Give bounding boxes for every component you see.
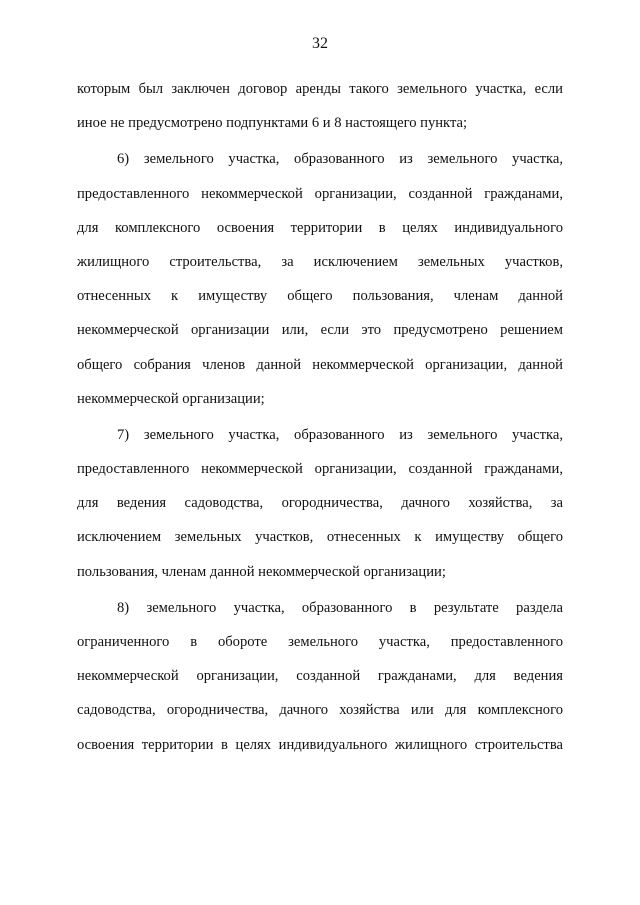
text-line: иное не предусмотрено подпунктами 6 и 8 настоящего пункта; bbox=[77, 115, 468, 132]
text-line: 7) земельного участка, образованного из земельного участка, bbox=[117, 426, 563, 443]
paragraph-item-6 bbox=[77, 142, 563, 416]
document-body bbox=[77, 72, 563, 762]
text-line: для ведения садоводства, огородничества, дачного хозяйства, за bbox=[77, 495, 563, 512]
text-line: пользования, членам данной некоммерческой организации; bbox=[77, 563, 446, 580]
paragraph-continuation bbox=[77, 72, 563, 140]
text-line: отнесенных к имуществу общего пользования, членам данной bbox=[77, 288, 563, 305]
paragraph-item-8 bbox=[77, 591, 563, 762]
paragraph-item-7 bbox=[77, 418, 563, 589]
text-line: исключением земельных участков, отнесенных к имуществу общего bbox=[77, 529, 563, 546]
text-line: освоения территории в целях индивидуального жилищного строительства bbox=[77, 736, 563, 753]
text-line: предоставленного некоммерческой организации, созданной гражданами, bbox=[77, 185, 563, 202]
page-number: 32 bbox=[312, 35, 328, 52]
text-line: ограниченного в обороте земельного участка, предоставленного bbox=[77, 634, 563, 650]
text-line: общего собрания членов данной некоммерческой организации, данной bbox=[77, 356, 563, 373]
text-line: предоставленного некоммерческой организации, созданной гражданами, bbox=[77, 461, 563, 478]
text-line: для комплексного освоения территории в целях индивидуального bbox=[77, 219, 563, 236]
text-line: 6) земельного участка, образованного из земельного участка, bbox=[117, 151, 563, 168]
text-line: жилищного строительства, за исключением земельных участков, bbox=[77, 253, 563, 270]
text-line: садоводства, огородничества, дачного хозяйства или для комплексного bbox=[77, 702, 563, 719]
text-line: некоммерческой организации или, если это предусмотрено решением bbox=[77, 322, 563, 339]
text-line: которым был заключен договор аренды такого земельного участка, если bbox=[77, 81, 563, 97]
text-line: 8) земельного участка, образованного в результате раздела bbox=[117, 599, 563, 616]
text-line: некоммерческой организации; bbox=[77, 390, 265, 407]
text-line: некоммерческой организации, созданной гражданами, для ведения bbox=[77, 668, 563, 685]
